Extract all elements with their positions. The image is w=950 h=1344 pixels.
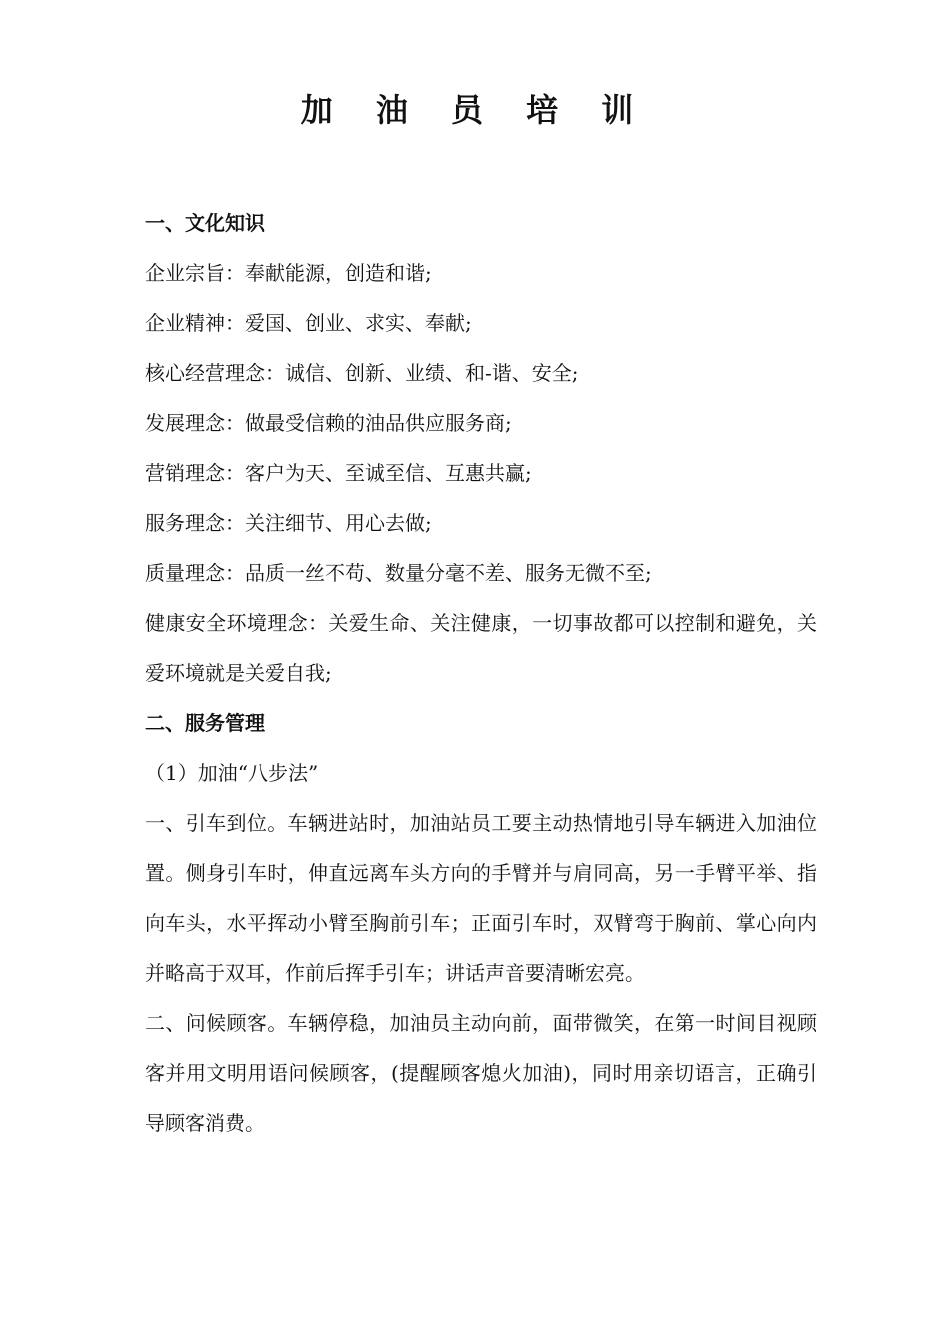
service-step-greet: 二、问候顾客。车辆停稳，加油员主动向前，面带微笑，在第一时间目视顾客并用文明用语问候顾客，(提醒顾客熄火加油)，同时用亲切语言，正确引导顾客消费。 [145, 1011, 817, 1135]
culture-item-service: 服务理念：关注细节、用心去做; [145, 511, 432, 535]
section-heading-culture: 一、文化知识 [145, 211, 265, 235]
service-step-guide-car: 一、引车到位。车辆进站时，加油站员工要主动热情地引导车辆进入加油位置。侧身引车时，伸直远离车头方向的手臂并与肩同高，另一手臂平举、指向车头，水平挥动小臂至胸前引车；正面引车时，双臂弯于胸前、掌心向内并略高于双耳，作前后挥手引车；讲话声音要清晰宏亮。 [145, 811, 817, 985]
culture-item-development: 发展理念：做最受信赖的油品供应服务商; [145, 411, 512, 435]
culture-item-core-concept: 核心经营理念：诚信、创新、业绩、和-谐、安全; [145, 361, 579, 385]
culture-item-purpose: 企业宗旨：奉献能源，创造和谐; [145, 261, 432, 285]
culture-item-marketing: 营销理念：客户为天、至诚至信、互惠共赢; [145, 461, 532, 485]
culture-item-hse: 健康安全环境理念：关爱生命、关注健康，一切事故都可以控制和避免，关爱环境就是关爱自我; [145, 611, 817, 685]
service-subheading: （1）加油“八步法” [145, 761, 319, 785]
culture-item-spirit: 企业精神：爱国、创业、求实、奉献; [145, 311, 472, 335]
document-body [145, 198, 817, 1148]
document-title: 加 油 员 培 训 [300, 91, 650, 129]
culture-item-quality: 质量理念：品质一丝不苟、数量分毫不差、服务无微不至; [145, 561, 652, 585]
section-heading-service: 二、服务管理 [145, 711, 265, 735]
